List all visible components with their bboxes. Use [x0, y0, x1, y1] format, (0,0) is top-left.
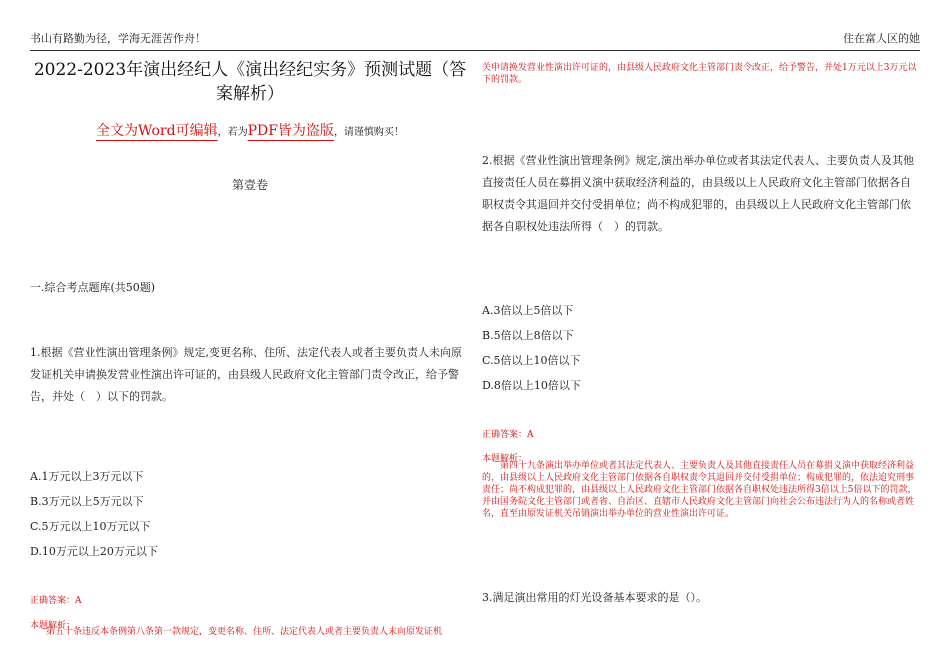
banner-word-notice: 全文为Word可编辑 [96, 123, 218, 139]
q1-option-c: C.5万元以上10万元以下 [30, 520, 151, 533]
banner-tail-text: ，请谨慎购买！ [333, 127, 404, 138]
document-title: 2022-2023年演出经纪人《演出经纪实务》预测试题（答案解析） [33, 60, 467, 104]
banner-middle-text: ，若为 [217, 127, 248, 138]
header-divider [30, 50, 920, 51]
q2-option-c: C.5倍以上10倍以下 [482, 354, 581, 367]
question-3-text: 3.满足演出常用的灯光设备基本要求的是（）。 [482, 591, 707, 604]
q1-option-d: D.10万元以上20万元以下 [30, 545, 158, 558]
question-2-text: 2.根据《营业性演出管理条例》规定,演出举办单位或者其法定代表人、主要负责人及其他直接责任人员在募捐义演中获取经济利益的，由县级以上人民政府文化主管部门依据各自职权责令其退回并交付受捐单位；尚不构成犯罪的，由县级以上人民政府文化主管部门依据各自职权处违法所得（ ）的罚款。 [482, 154, 914, 233]
header-right-author: 住在富人区的她 [843, 32, 920, 45]
q2-option-b: B.5倍以上8倍以下 [482, 329, 574, 342]
q1-option-a: A.1万元以上3万元以下 [30, 470, 144, 483]
q1-answer: 正确答案：A [30, 596, 82, 606]
word-editable-banner [30, 120, 470, 140]
q1-option-b: B.3万元以上5万元以下 [30, 495, 144, 508]
header-left-motto: 书山有路勤为径，学海无涯苦作舟！ [30, 32, 206, 45]
banner-pdf-notice: PDF皆为盗版 [247, 123, 334, 139]
q2-option-d: D.8倍以上10倍以下 [482, 379, 581, 392]
q2-answer: 正确答案：A [482, 430, 534, 440]
question-1-text: 1.根据《营业性演出管理条例》规定,变更名称、住所、法定代表人或者主要负责人未向原发证机关申请换发营业性演出许可证的，由县级人民政府文化主管部门责令改正，给予警告，并处（ ）以下的罚款。 [30, 346, 462, 403]
volume-heading: 第壹卷 [231, 178, 268, 192]
q1-explanation-continued: 关申请换发营业性演出许可证的，由县级人民政府文化主管部门责令改正，给予警告，并处1万元以上3万元以下的罚款。 [482, 63, 917, 85]
section-heading: 一.综合考点题库(共50题) [30, 281, 156, 294]
q2-option-a: A.3倍以上5倍以下 [482, 304, 574, 317]
q2-explanation-label: 本题解析： [482, 454, 528, 464]
q2-explanation: 第四十九条演出举办单位或者其法定代表人、主要负责人及其他直接责任人员在募捐义演中获取经济利益的，由县级以上人民政府文化主管部门依据各自职权责令其退回并交付受捐单位；构成犯罪的，依法追究刑事责任；尚不构成犯罪的，由县级以上人民政府文化主管部门依据各自职权处违法所得3倍以上5倍以下的罚款，并由国务院文化主管部门或者省、自治区、直辖市人民政府文化主管部门向社会公布违法行为人的名称或者姓名，直至由原发证机关吊销演出举办单位的营业性演出许可证。 [482, 461, 917, 519]
q1-explanation-label: 本题解析： [30, 621, 76, 631]
q1-explanation: 第五十条违反本条例第八条第一款规定，变更名称、住所、法定代表人或者主要负责人未向原发证机 [46, 627, 443, 637]
